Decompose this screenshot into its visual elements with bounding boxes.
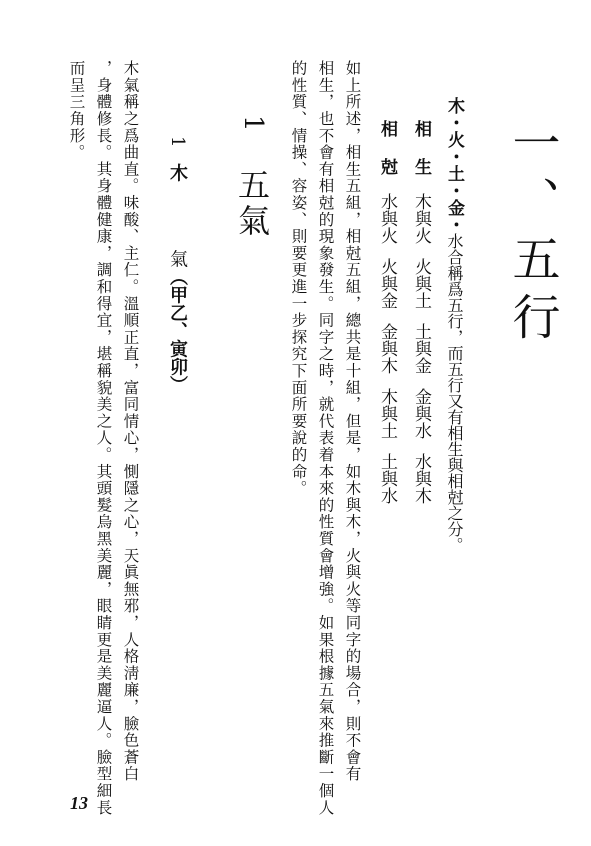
sheng-item: 水與木 — [411, 453, 431, 504]
sheng-row — [412, 120, 429, 504]
sheng-item: 木與火 — [411, 193, 431, 244]
subsection-number: 1 — [167, 136, 188, 148]
section-title: 五氣 — [233, 168, 271, 240]
subsection-name: 木 — [167, 163, 188, 182]
intro-rest: 水合稱爲五行，而五行又有相生與相尅之分。 — [445, 233, 464, 553]
ke-label: 相 尅 — [377, 120, 397, 177]
wood-text-line: 木氣稱之爲曲直。味酸、主仁。溫順正直，富同情心，惻隱之心，天眞無邪，人格淸廉，臉色蒼白 — [121, 60, 140, 783]
ke-item: 木與土 — [377, 388, 397, 439]
chapter-title: 一、五行 — [504, 118, 560, 350]
ke-item: 水與火 — [377, 193, 397, 244]
section-number: 1 — [238, 115, 268, 132]
subsection-branches: （甲乙、寅卯） — [167, 267, 188, 394]
wood-text-line: ，身體修長。其身體健康，調和得宜，堪稱貌美之人。其頭髮烏黑美麗，眼睛更是美麗逼人。臉型細長 — [94, 60, 113, 816]
body-line: 的性質、情操、容姿、則要更進一步探究下面所要說的命。 — [289, 60, 308, 497]
sheng-item: 金與水 — [411, 388, 431, 439]
subsection-qi: 氣 — [167, 249, 188, 268]
ke-item: 土與水 — [377, 453, 397, 504]
intro-elements: 木・火・土・金・ — [444, 97, 464, 233]
subsection-heading — [168, 136, 186, 393]
page-number: 13 — [70, 793, 88, 813]
sheng-label: 相 生 — [411, 120, 431, 177]
ke-item: 火與金 — [377, 258, 397, 309]
sheng-item: 火與土 — [411, 258, 431, 309]
ke-item: 金與木 — [377, 323, 397, 374]
ke-row — [378, 120, 395, 504]
sheng-item: 土與金 — [411, 323, 431, 374]
wood-text-line: 而呈三角形。 — [67, 60, 86, 161]
body-line: 相生，也不會有相尅的現象發生。同字之時，就代表着本來的性質會增強。如果根據五氣來推斷一個人 — [316, 60, 335, 816]
body-line: 如上所述，相生五組，相尅五組，總共是十組，但是，如木與木，火與火等同字的場合，則不會有 — [343, 60, 362, 783]
intro-line — [445, 97, 462, 553]
